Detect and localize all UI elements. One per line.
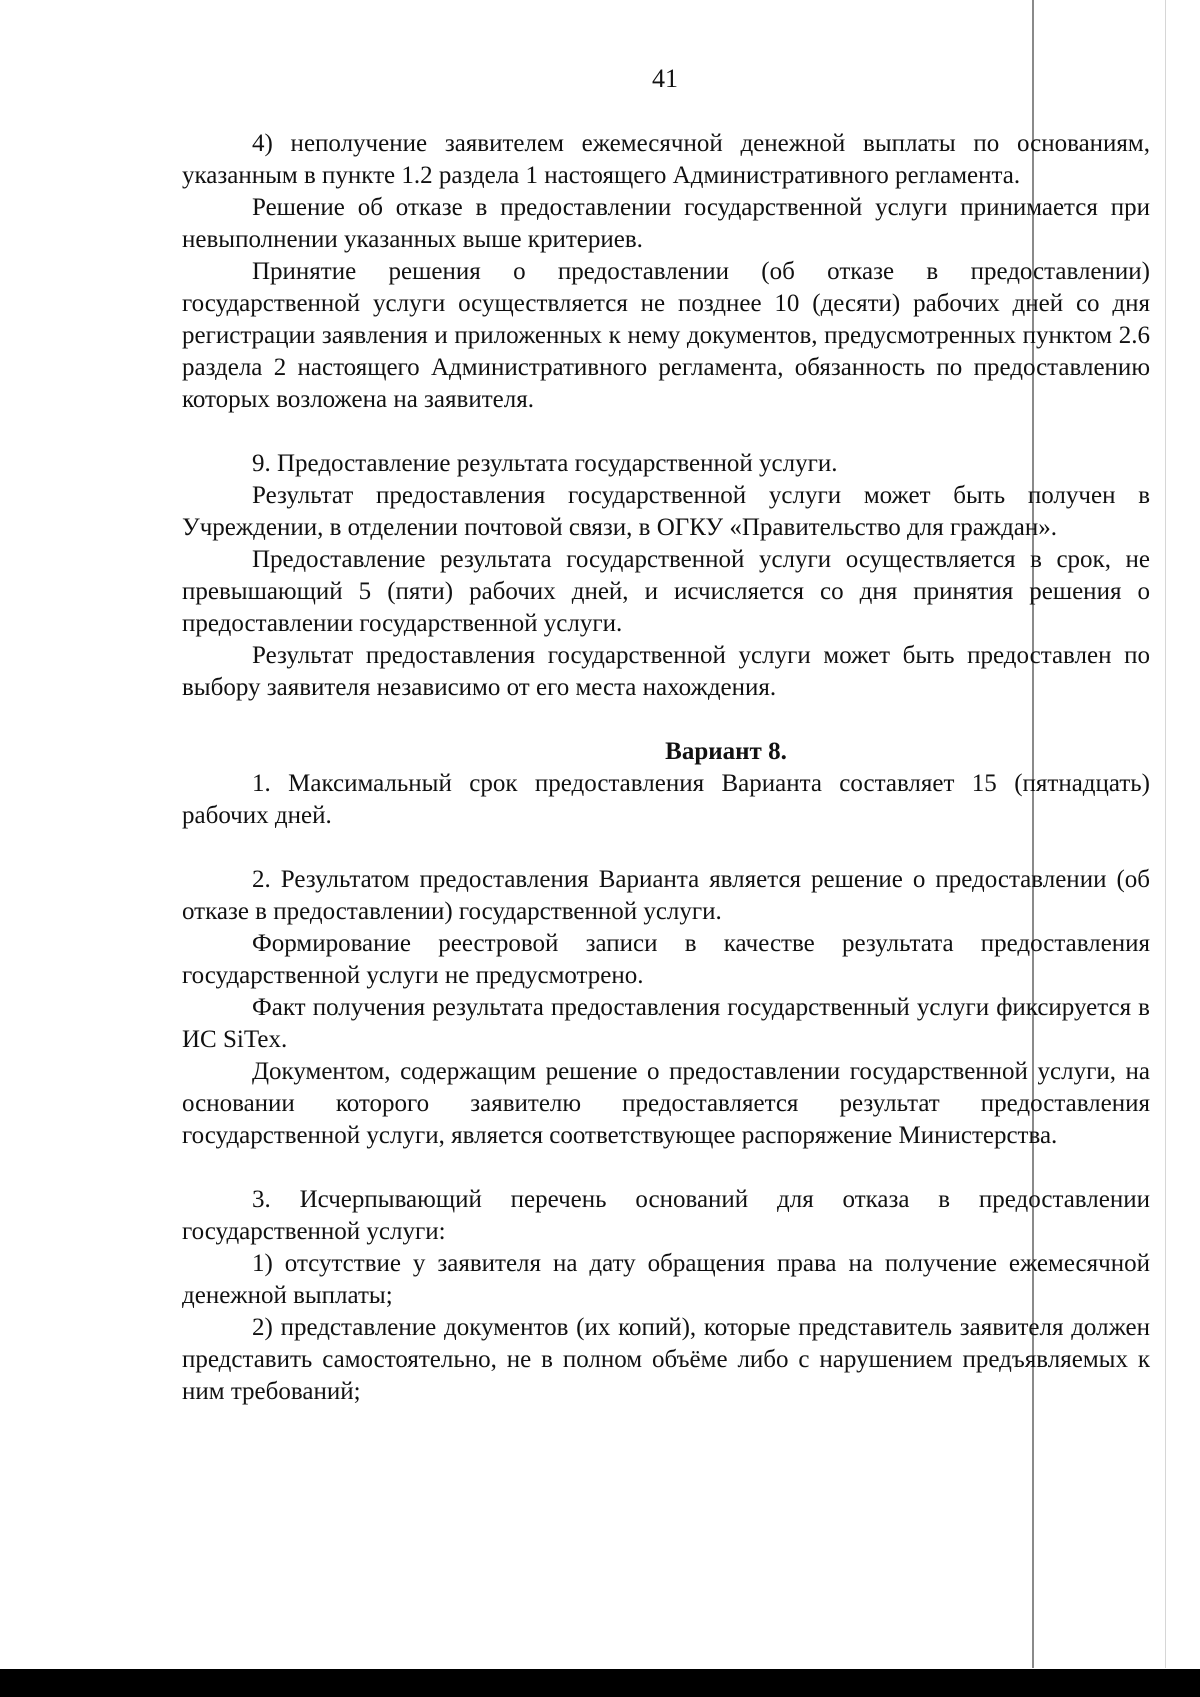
paragraph-registry-record: Формирование реестровой записи в качестве результата предоставления государственной услуги не предусмотрено. <box>182 930 1150 989</box>
paragraph-item-4: 4) неполучение заявителем ежемесячной денежной выплаты по основаниям, указанным в пункте 1.2 раздела 1 настоящего Административного регламента. <box>182 130 1150 189</box>
page-number: 41 <box>652 64 678 93</box>
paragraph-result-fixation: Факт получения результата предоставления государственный услуги фиксируется в ИС SiTex. <box>182 994 1150 1053</box>
spacer <box>182 704 1150 736</box>
paragraph-result-location: Результат предоставления государственной услуги может быть предоставлен по выбору заявителя независимо от его места нахождения. <box>182 642 1150 701</box>
spacer <box>182 1152 1150 1184</box>
scan-artifact-line-faint <box>1165 0 1166 1668</box>
paragraph-decision-term: Принятие решения о предоставлении (об отказе в предоставлении) государственной услуги осуществляется не позднее 10 (десяти) рабочих дней со дня регистрации заявления и приложенных к нему документов, предусмотренных пунктом 2.6 раздела 2 настоящего Административного регламента, обязанность по предоставлению которых возложена на заявителя. <box>182 258 1150 413</box>
paragraph-result-term: Предоставление результата государственной услуги осуществляется в срок, не превышающий 5 (пяти) рабочих дней, и исчисляется со дня принятия решения о предоставлении государственной услуги. <box>182 546 1150 637</box>
list-item-1: 1) отсутствие у заявителя на дату обращения права на получение ежемесячной денежной выплаты; <box>182 1250 1150 1309</box>
paragraph-decision-document: Документом, содержащим решение о предоставлении государственной услуги, на основании которого заявителю предоставляется результат предоставления государственной услуги, является соответствующее распоряжение Министерства. <box>182 1058 1150 1149</box>
section-heading-9: 9. Предоставление результата государственной услуги. <box>252 450 838 477</box>
scan-bottom-border <box>0 1669 1200 1697</box>
document-body <box>182 128 1150 1408</box>
paragraph-variant-result: 2. Результатом предоставления Варианта является решение о предоставлении (об отказе в предоставлении) государственной услуги. <box>182 866 1150 925</box>
paragraph-refusal-decision: Решение об отказе в предоставлении государственной услуги принимается при невыполнении указанных выше критериев. <box>182 194 1150 253</box>
section-heading-3: 3. Исчерпывающий перечень оснований для отказа в предоставлении государственной услуги: <box>182 1186 1150 1245</box>
spacer <box>182 832 1150 864</box>
paragraph-result-obtain: Результат предоставления государственной услуги может быть получен в Учреждении, в отделении почтовой связи, в ОГКУ «Правительство для граждан». <box>182 482 1150 541</box>
spacer <box>182 416 1150 448</box>
paragraph-max-term: 1. Максимальный срок предоставления Варианта составляет 15 (пятнадцать) рабочих дней. <box>182 770 1150 829</box>
list-item-2: 2) представление документов (их копий), которые представитель заявителя должен представить самостоятельно, не в полном объёме либо с нарушением предъявляемых к ним требований; <box>182 1314 1150 1405</box>
variant-heading: Вариант 8. <box>665 738 787 765</box>
